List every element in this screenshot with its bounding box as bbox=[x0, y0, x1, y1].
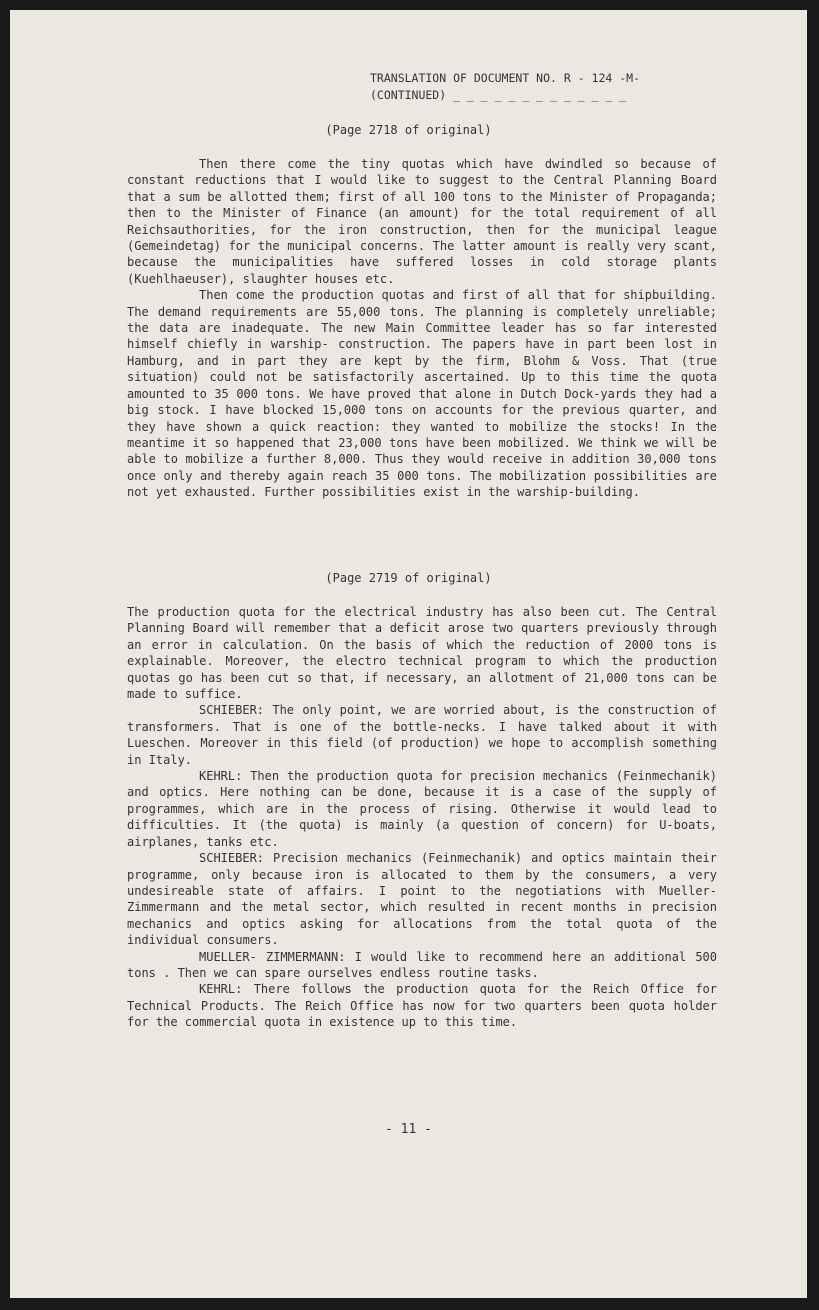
paragraph-kehrl-reich-office: KEHRL: There follows the production quota for the Reich Office for Technical Products. The Reich Office has now for two quarters been quota holder for the commercial quota in existence up to this time. bbox=[127, 982, 717, 1030]
page-reference-2718: (Page 2718 of original) bbox=[325, 123, 492, 137]
paragraph-schieber-transformers: SCHIEBER: The only point, we are worried about, is the construction of transformers. That is one of the bottle-necks. I have talked about it with Lueschen. Moreover in this field (of production) we hope to accomplish something in Italy. bbox=[127, 703, 717, 767]
document-header bbox=[370, 70, 700, 104]
page-number: - 11 - bbox=[385, 1122, 432, 1137]
paragraph-mueller-zimmermann: MUELLER- ZIMMERMANN: I would like to recommend here an additional 500 tons . Then we can spare ourselves endless routine tasks. bbox=[127, 949, 717, 980]
paragraph-shipbuilding: Then come the production quotas and first of all that for shipbuilding. The demand requirements are 55,000 tons. The planning is completely unreliable; the data are inadequate. The new Main Committee leader has so far interested himself chiefly in warship- construction. The papers have in part been lost in Hamburg, and in part they are kept by the firm, Blohm & Voss. That (true situation) could not be satisfactorily ascertained. Up to this time the quota amounted to 35 000 tons. We have proved that alone in Dutch Dock-yards they had a big stock. I have blocked 15,000 tons on accounts for the previous quarter, and they have shown a quick reaction: they wanted to mobilize the stocks! In the meantime it so happened that 23,000 tons have been mobilized. We think we will be able to mobilize a further 8,000. Thus they would receive in addition 30,000 tons once only and thereby again reach 35 000 tons. The mobilization possibilities are not yet exhausted. Further possibilities exist in the warship-building. bbox=[127, 288, 717, 500]
paragraph-schieber-optics: SCHIEBER: Precision mechanics (Feinmechanik) and optics maintain their programme, only because iron is allocated to them by the consumers, a very undesireable state of affairs. I point to the negotiations with Mueller-Zimmermann and the metal sector, which resulted in recent months in precision mechanics and optics asking for allocations from the total quota of the individual consumers. bbox=[127, 851, 717, 948]
paragraph-tiny-quotas: Then there come the tiny quotas which have dwindled so because of constant reductions that I would like to suggest to the Central Planning Board that a sum be allotted them; first of all 100 tons to the Minister of Propaganda; then to the Minister of Finance (an amount) for the total requirement of all Reichsauthorities, for the iron construction, then for the municipal league (Gemeindetag) for the municipal concerns. The latter amount is really very scant, because the municipalities have suffered losses in cold storage plants (Kuehlhaeuser), slaughter houses etc. bbox=[127, 157, 717, 286]
header-continued: (CONTINUED) _ _ _ _ _ _ _ _ _ _ _ _ _ bbox=[370, 88, 627, 102]
section-1 bbox=[127, 156, 717, 501]
paragraph-kehrl-precision: KEHRL: Then the production quota for precision mechanics (Feinmechanik) and optics. Here nothing can be done, because it is a case of the supply of programmes, which are in the process of rising. Otherwise it would lead to difficulties. It (the quota) is mainly (a question of concern) for U-boats, airplanes, tanks etc. bbox=[127, 769, 717, 849]
header-title: TRANSLATION OF DOCUMENT NO. R - 124 -M- bbox=[370, 71, 641, 85]
paragraph-electrical-industry: The production quota for the electrical industry has also been cut. The Central Planning Board will remember that a deficit arose two quarters previously through an error in calculation. On the basis of which the reduction of 2000 tons is explainable. Moreover, the electro technical program to which the production quotas go has been cut so that, if necessary, an allotment of 21,000 tons can be made to suffice. bbox=[127, 605, 717, 702]
document-page bbox=[10, 10, 807, 1298]
page-reference-2719: (Page 2719 of original) bbox=[325, 571, 492, 585]
section-2 bbox=[127, 604, 717, 1031]
